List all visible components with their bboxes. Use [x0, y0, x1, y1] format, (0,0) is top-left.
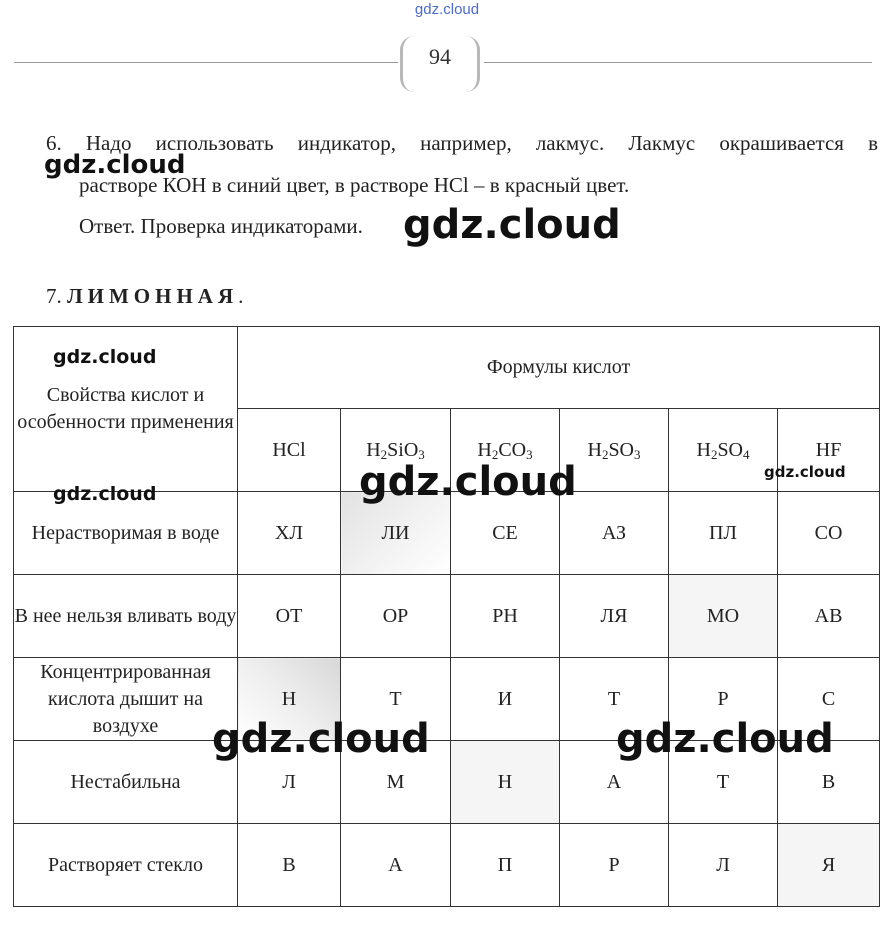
syllable-cell: ОР — [341, 575, 451, 658]
task7-number: 7. — [46, 284, 62, 308]
formula-sub: 3 — [634, 446, 641, 462]
header-rule-right — [484, 62, 872, 63]
task6-line2: растворе КОН в синий цвет, в растворе HCl – в красный цвет. — [79, 173, 630, 197]
task6-line1: 6. Надо использовать индикатор, например, лакмус. Лакмус окрашивается в — [46, 131, 878, 155]
formula-cell — [238, 409, 341, 492]
syllable-cell: Т — [669, 741, 778, 824]
formula-hcl: HCl — [272, 438, 306, 461]
row-label: Нерастворимая в воде — [14, 492, 238, 575]
task7-answer-word: ЛИМОННАЯ — [67, 284, 239, 308]
row-label: Нестабильна — [14, 741, 238, 824]
table-row — [14, 575, 880, 658]
task7-dot: . — [238, 284, 244, 308]
syllable-cell: СО — [778, 492, 880, 575]
syllable-cell: П — [451, 824, 560, 907]
task6-answer: Ответ. Проверка индикаторами. — [79, 214, 363, 238]
syllable-cell: РН — [451, 575, 560, 658]
syllable-cell: СЕ — [451, 492, 560, 575]
header-properties-label: Свойства кислот и особенности применения — [17, 384, 234, 433]
syllable-cell: МО — [669, 575, 778, 658]
formula-sub: 2 — [601, 446, 609, 462]
formula-sub: 2 — [710, 446, 718, 462]
watermark: gdz.cloud — [53, 346, 157, 368]
formula-sub: 2 — [380, 446, 388, 462]
formula-part: H — [366, 438, 381, 461]
header-rule-left — [14, 62, 398, 63]
formula-part: H — [477, 438, 492, 461]
acid-properties-table — [13, 326, 880, 907]
syllable-cell: А — [560, 741, 669, 824]
watermark: gdz.cloud — [359, 459, 577, 505]
syllable-cell: Я — [778, 824, 880, 907]
formula-part: CO — [498, 438, 527, 461]
row-label: Растворяет стекло — [14, 824, 238, 907]
formula-sub: 2 — [491, 446, 499, 462]
syllable-cell: АВ — [778, 575, 880, 658]
task7-heading — [46, 284, 243, 309]
syllable-cell: Л — [669, 824, 778, 907]
formula-part: SiO — [387, 438, 419, 461]
syllable-cell: Т — [560, 658, 669, 741]
watermark: gdz.cloud — [212, 716, 430, 762]
syllable-cell: Р — [560, 824, 669, 907]
formula-cell — [669, 409, 778, 492]
syllable-cell: М — [341, 741, 451, 824]
page-number: 94 — [429, 44, 451, 69]
syllable-cell: Л — [238, 741, 341, 824]
syllable-cell: ПЛ — [669, 492, 778, 575]
formula-sub: 4 — [743, 446, 750, 462]
row-label: Концентрированная кислота дышит на воздухе — [14, 658, 238, 741]
watermark: gdz.cloud — [764, 463, 846, 481]
syllable-cell: В — [778, 741, 880, 824]
syllable-cell: Т — [341, 658, 451, 741]
formula-hf: HF — [815, 438, 842, 461]
formula-sub: 3 — [526, 446, 533, 462]
table-row — [14, 824, 880, 907]
watermark: gdz.cloud — [403, 202, 621, 248]
syllable-cell: Н — [451, 741, 560, 824]
syllable-cell: ЛЯ — [560, 575, 669, 658]
syllable-cell: ЛИ — [341, 492, 451, 575]
syllable-cell: В — [238, 824, 341, 907]
syllable-cell: ХЛ — [238, 492, 341, 575]
formula-part: SO — [608, 438, 635, 461]
syllable-cell: С — [778, 658, 880, 741]
syllable-cell: АЗ — [560, 492, 669, 575]
formula-part: SO — [717, 438, 744, 461]
formula-part: H — [696, 438, 711, 461]
syllable-cell: А — [341, 824, 451, 907]
syllable-cell: ОТ — [238, 575, 341, 658]
syllable-cell: И — [451, 658, 560, 741]
syllable-cell: Р — [669, 658, 778, 741]
header-formulas — [238, 327, 880, 409]
row-label: В нее нельзя вливать воду — [14, 575, 238, 658]
header-formulas-label: Формулы кислот — [486, 356, 631, 378]
formula-sub: 3 — [418, 446, 425, 462]
watermark-top: gdz.cloud — [414, 1, 480, 18]
formula-part: H — [587, 438, 602, 461]
watermark: gdz.cloud — [44, 150, 186, 180]
watermark: gdz.cloud — [53, 483, 157, 505]
watermark: gdz.cloud — [616, 716, 834, 762]
syllable-cell: Н — [238, 658, 341, 741]
